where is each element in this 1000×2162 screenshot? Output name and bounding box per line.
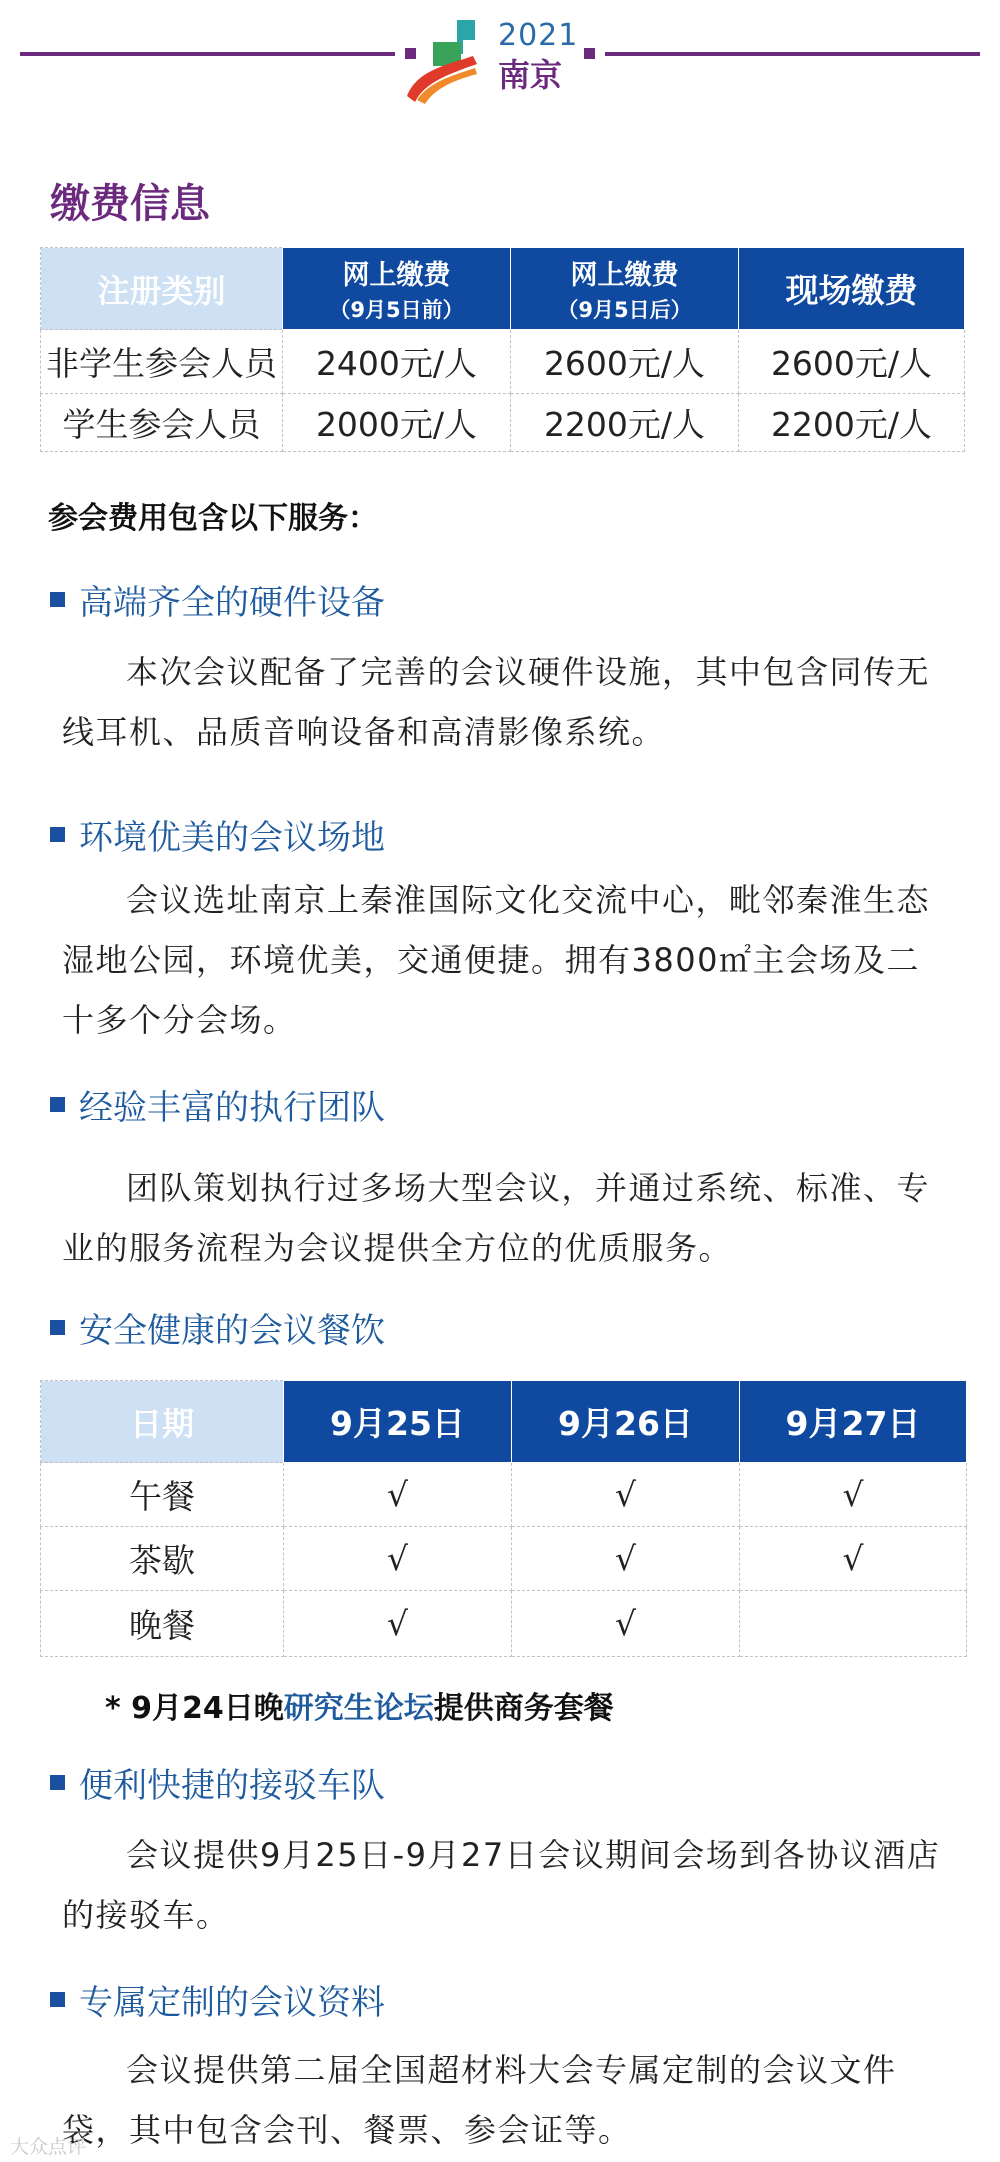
watermark: 大众点评 bbox=[10, 2136, 87, 2158]
fee-table-header-row bbox=[41, 248, 965, 330]
meal-type: 晚餐 bbox=[41, 1591, 284, 1657]
meal-header-date: 日期 bbox=[41, 1381, 284, 1463]
table-row bbox=[41, 1527, 967, 1591]
check-mark: √ bbox=[512, 1463, 740, 1527]
service-body-shuttle: 会议提供9月25日-9月27日会议期间会场到各协议酒店的接驳车。 bbox=[62, 1836, 941, 1934]
service-heading-team: 经验丰富的执行团队 bbox=[50, 1080, 385, 1129]
check-mark: √ bbox=[284, 1527, 512, 1591]
fee-value: 2600元/人 bbox=[739, 330, 965, 394]
bullet-square-icon bbox=[50, 1992, 65, 2007]
bullet-square-icon bbox=[50, 1320, 65, 1335]
section-title: 缴费信息 bbox=[50, 181, 210, 227]
table-row bbox=[41, 330, 965, 394]
bullet-square-icon bbox=[50, 1097, 65, 1112]
fee-value: 2400元/人 bbox=[283, 330, 511, 394]
logo-city: 南京 bbox=[498, 56, 563, 94]
check-mark: √ bbox=[284, 1591, 512, 1657]
fee-header-online-early: 网上缴费 （9月5日前） bbox=[283, 248, 511, 330]
check-mark: √ bbox=[740, 1527, 967, 1591]
fee-category: 学生参会人员 bbox=[41, 394, 283, 452]
fee-header-category: 注册类别 bbox=[41, 248, 283, 330]
services-intro: 参会费用包含以下服务： bbox=[48, 501, 378, 536]
service-body-team: 团队策划执行过多场大型会议，并通过系统、标准、专业的服务流程为会议提供全方位的优质服务。 bbox=[62, 1169, 931, 1267]
header-rule-right bbox=[605, 52, 980, 56]
meal-type: 午餐 bbox=[41, 1463, 284, 1527]
service-body-venue: 会议选址南京上秦淮国际文化交流中心，毗邻秦淮生态湿地公园，环境优美，交通便捷。拥有3800㎡主会场及二十多个分会场。 bbox=[62, 881, 931, 1039]
fee-value: 2200元/人 bbox=[511, 394, 739, 452]
conference-logo bbox=[395, 16, 495, 108]
check-mark: √ bbox=[284, 1463, 512, 1527]
service-heading-hardware: 高端齐全的硬件设备 bbox=[50, 575, 385, 624]
bullet-square-icon bbox=[50, 827, 65, 842]
table-row bbox=[41, 1463, 967, 1527]
check-mark bbox=[740, 1591, 967, 1657]
service-heading-venue: 环境优美的会议场地 bbox=[50, 810, 385, 859]
meal-header-day: 9月26日 bbox=[512, 1381, 740, 1463]
header-dot-right bbox=[584, 48, 595, 59]
meal-header-day: 9月25日 bbox=[284, 1381, 512, 1463]
service-heading-materials: 专属定制的会议资料 bbox=[50, 1975, 385, 2024]
table-row bbox=[41, 1591, 967, 1657]
bullet-square-icon bbox=[50, 1775, 65, 1790]
service-body-hardware: 本次会议配备了完善的会议硬件设施，其中包含同传无线耳机、品质音响设备和高清影像系统。 bbox=[62, 653, 931, 751]
fee-value: 2200元/人 bbox=[739, 394, 965, 452]
meal-note: * 9月24日晚研究生论坛提供商务套餐 bbox=[105, 1691, 614, 1726]
meal-header-day: 9月27日 bbox=[740, 1381, 967, 1463]
fee-value: 2600元/人 bbox=[511, 330, 739, 394]
fee-value: 2000元/人 bbox=[283, 394, 511, 452]
fee-category: 非学生参会人员 bbox=[41, 330, 283, 394]
meal-table-header-row bbox=[41, 1381, 967, 1463]
check-mark: √ bbox=[512, 1591, 740, 1657]
fee-header-onsite: 现场缴费 bbox=[739, 248, 965, 330]
fee-header-online-late: 网上缴费 （9月5日后） bbox=[511, 248, 739, 330]
service-heading-shuttle: 便利快捷的接驳车队 bbox=[50, 1758, 385, 1807]
fee-table bbox=[40, 247, 965, 452]
meal-table bbox=[40, 1380, 967, 1657]
header-rule-left bbox=[20, 52, 395, 56]
table-row bbox=[41, 394, 965, 452]
logo-year: 2021 bbox=[498, 18, 579, 53]
service-heading-catering: 安全健康的会议餐饮 bbox=[50, 1303, 385, 1352]
meal-type: 茶歇 bbox=[41, 1527, 284, 1591]
note-highlight: 研究生论坛 bbox=[283, 1691, 434, 1726]
check-mark: √ bbox=[512, 1527, 740, 1591]
service-body-materials: 会议提供第二届全国超材料大会专属定制的会议文件袋，其中包含会刊、餐票、参会证等。 bbox=[62, 2051, 897, 2149]
bullet-square-icon bbox=[50, 592, 65, 607]
check-mark: √ bbox=[740, 1463, 967, 1527]
